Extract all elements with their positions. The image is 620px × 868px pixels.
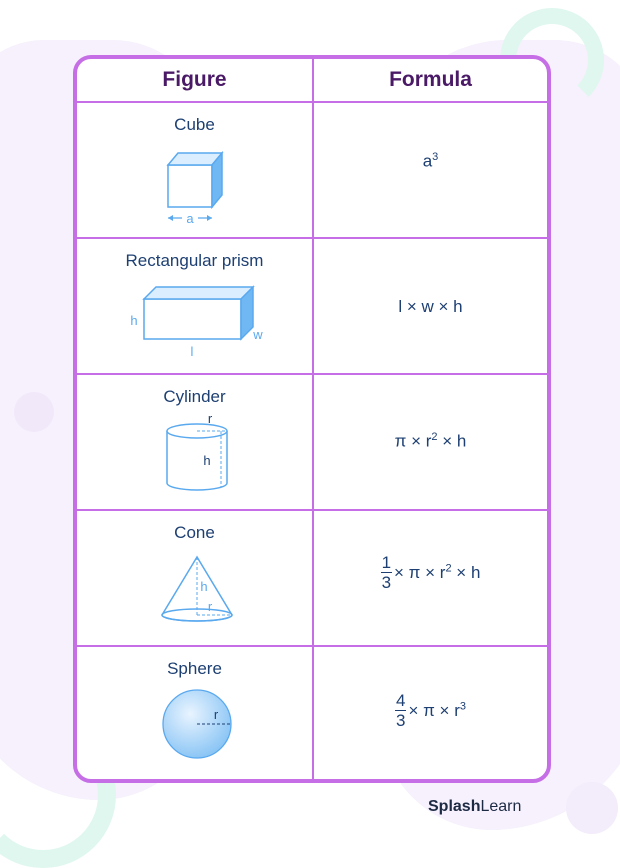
row-divider — [77, 373, 547, 375]
splashlearn-logo: SplashLearn — [428, 798, 522, 815]
cone-icon — [157, 551, 237, 631]
figure-name-rectangular-prism: Rectangular prism — [125, 251, 264, 270]
cylinder-height-label: h — [203, 453, 211, 468]
figure-name-cube: Cube — [174, 115, 215, 134]
header-figure: Figure — [162, 68, 227, 91]
cylinder-radius-label: r — [207, 411, 213, 426]
sphere-icon — [159, 686, 235, 762]
row-divider — [77, 237, 547, 239]
formula-sphere: $\frac{4}{3}$ × $\pi \times r^3$ — [395, 691, 466, 730]
cone-radius-label: r — [207, 599, 213, 614]
formula-cylinder: $\pi \times r^2 \times h$ — [394, 431, 467, 451]
figure-name-cone: Cone — [174, 523, 215, 542]
cylinder-icon — [159, 407, 235, 497]
cube-side-label: a — [186, 211, 194, 226]
rectangular-prism-icon — [117, 279, 277, 363]
formula-table — [73, 55, 551, 783]
formula-cube: $a^3$ — [422, 151, 439, 171]
row-divider — [77, 101, 547, 103]
figure-name-cylinder: Cylinder — [163, 387, 226, 406]
fraction-one-third: $\frac{1}{3}$ — [381, 553, 392, 592]
decorative-dot-left — [14, 392, 54, 432]
prism-width-label: w — [253, 327, 263, 342]
row-divider — [77, 645, 547, 647]
formula-rectangular-prism: l × w × h — [398, 297, 463, 316]
fraction-four-thirds: $\frac{4}{3}$ — [395, 691, 406, 730]
row-divider — [77, 509, 547, 511]
cone-height-label: h — [200, 579, 208, 594]
cube-icon — [162, 147, 232, 227]
decorative-dot-right — [566, 782, 618, 834]
prism-length-label: l — [190, 344, 194, 359]
sphere-radius-label: r — [213, 707, 219, 722]
prism-height-label: h — [130, 313, 138, 328]
formula-cone: $\frac{1}{3}$ × $\pi \times r^2 \times h$ — [381, 553, 481, 592]
header-formula: Formula — [389, 68, 472, 91]
figure-name-sphere: Sphere — [167, 659, 222, 678]
